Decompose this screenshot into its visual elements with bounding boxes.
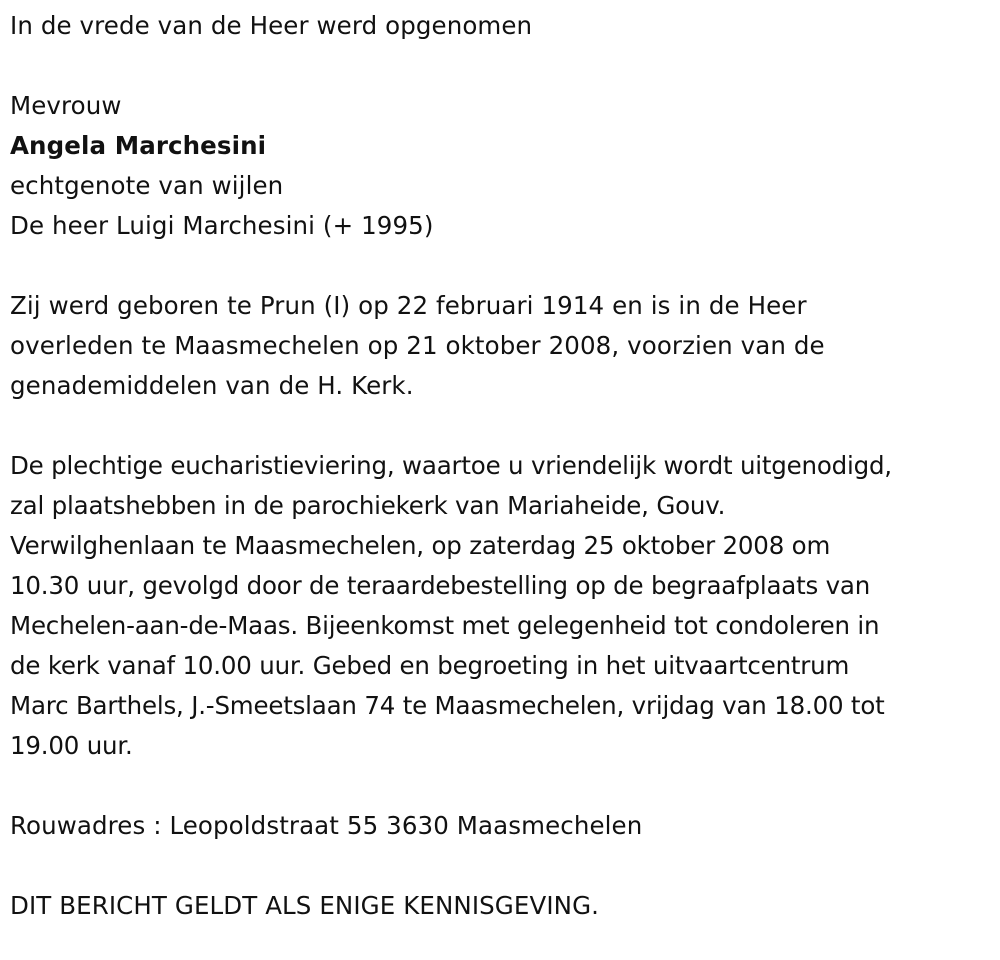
paragraph-line: overleden te Maasmechelen op 21 oktober 2008, voorzien van de <box>10 331 825 360</box>
paragraph-line: Verwilghenlaan te Maasmechelen, op zaterdag 25 oktober 2008 om <box>10 531 831 560</box>
birth-death-paragraph <box>10 286 990 406</box>
spacer <box>10 406 990 446</box>
ceremony-paragraph <box>10 446 990 766</box>
deceased-name: Angela Marchesini <box>10 131 267 160</box>
paragraph-line: Mechelen-aan-de-Maas. Bijeenkomst met gelegenheid tot condoleren in <box>10 611 880 640</box>
obituary-notice <box>10 6 990 926</box>
official-notice: DIT BERICHT GELDT ALS ENIGE KENNISGEVING. <box>10 891 600 920</box>
salutation: Mevrouw <box>10 91 122 120</box>
spouse-name: De heer Luigi Marchesini (+ 1995) <box>10 211 434 240</box>
spacer <box>10 766 990 806</box>
paragraph-line: Marc Barthels, J.-Smeetslaan 74 te Maasmechelen, vrijdag van 18.00 tot <box>10 691 885 720</box>
paragraph-line: De plechtige eucharistieviering, waartoe u vriendelijk wordt uitgenodigd, <box>10 451 892 480</box>
paragraph-line: 19.00 uur. <box>10 731 133 760</box>
paragraph-line: zal plaatshebben in de parochiekerk van Mariaheide, Gouv. <box>10 491 726 520</box>
paragraph-line: genademiddelen van de H. Kerk. <box>10 371 414 400</box>
mourning-address: Rouwadres : Leopoldstraat 55 3630 Maasmechelen <box>10 811 643 840</box>
paragraph-line: 10.30 uur, gevolgd door de teraardebestelling op de begraafplaats van <box>10 571 871 600</box>
paragraph-line: Zij werd geboren te Prun (I) op 22 februari 1914 en is in de Heer <box>10 291 807 320</box>
spouse-prefix: echtgenote van wijlen <box>10 171 284 200</box>
intro-text: In de vrede van de Heer werd opgenomen <box>10 11 533 40</box>
spacer <box>10 46 990 86</box>
spacer <box>10 846 990 886</box>
spacer <box>10 246 990 286</box>
paragraph-line: de kerk vanaf 10.00 uur. Gebed en begroeting in het uitvaartcentrum <box>10 651 850 680</box>
